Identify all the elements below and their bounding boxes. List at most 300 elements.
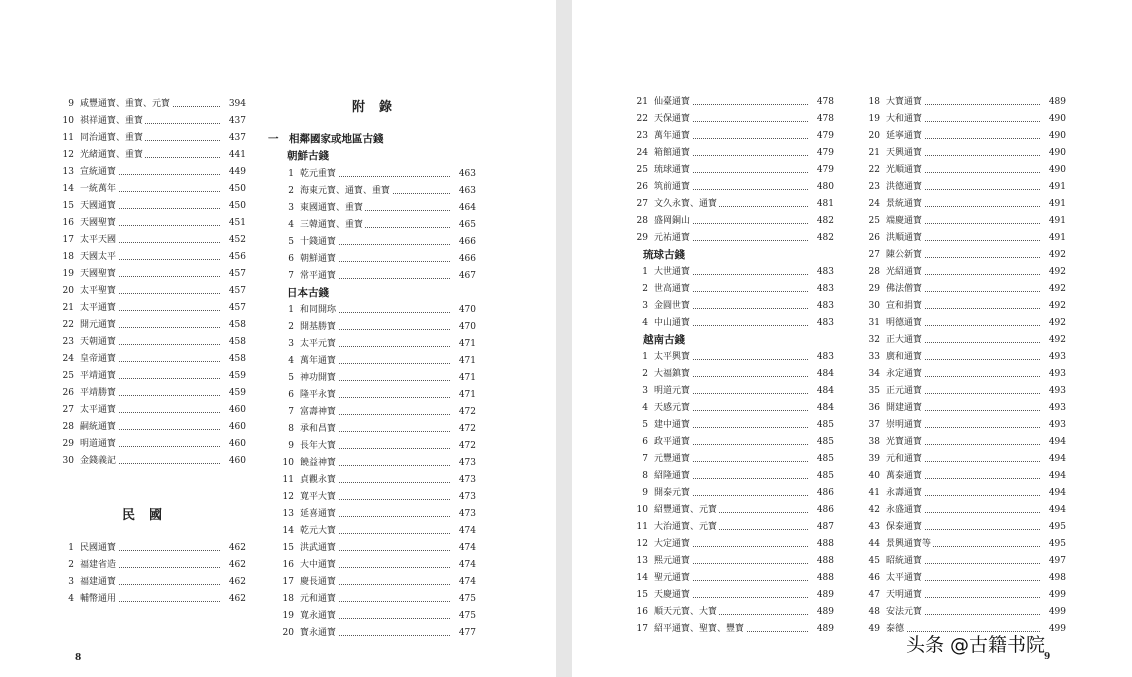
toc-entry-number: 32	[868, 335, 880, 345]
toc-row	[630, 434, 834, 451]
toc-entry-page: 473	[457, 455, 476, 472]
toc-row	[630, 94, 834, 111]
toc-entry-name: 祺祥通寳、重寳	[80, 113, 145, 130]
section-title: 一 相鄰國家或地區古錢	[268, 133, 384, 145]
toc-entry-page: 458	[227, 317, 246, 334]
toc-entry-name: 長年大寳	[300, 438, 338, 455]
toc-entry-name: 大治通寳、元寳	[654, 519, 719, 536]
toc-entry-name: 大和通寳	[886, 111, 924, 128]
toc-entry-number: 2	[288, 322, 294, 332]
toc-entry-page: 495	[1047, 519, 1066, 536]
toc-row	[56, 181, 246, 198]
toc-entry-page: 460	[227, 419, 246, 436]
toc-entry-name: 明道元寳	[654, 383, 692, 400]
toc-entry-name: 崇明通寳	[886, 417, 924, 434]
toc-entry-number: 25	[636, 165, 648, 175]
toc-entry-number: 13	[62, 167, 74, 177]
toc-row	[56, 591, 246, 608]
japan-list-continued	[630, 94, 834, 247]
toc-entry-name: 寳永通寳	[300, 625, 338, 642]
toc-row	[276, 608, 476, 625]
toc-row	[56, 300, 246, 317]
toc-row	[56, 113, 246, 130]
toc-entry-number: 20	[62, 286, 74, 296]
toc-entry-number: 3	[68, 577, 74, 587]
toc-entry-number: 27	[868, 250, 880, 260]
toc-entry-name: 紹豐通寳、元寳	[654, 502, 719, 519]
toc-row	[630, 162, 834, 179]
toc-row	[630, 553, 834, 570]
toc-entry-name: 平靖通寳	[80, 368, 118, 385]
toc-row	[630, 179, 834, 196]
toc-entry-number: 37	[868, 420, 880, 430]
toc-entry-page: 462	[227, 574, 246, 591]
toc-entry-page: 490	[1047, 111, 1066, 128]
toc-entry-name: 海東元寳、通寳、重寳	[300, 183, 392, 200]
toc-row	[630, 366, 834, 383]
toc-row	[276, 472, 476, 489]
toc-entry-page: 470	[457, 319, 476, 336]
toc-row	[276, 302, 476, 319]
korea-title: 朝鮮古錢	[287, 150, 329, 162]
toc-row	[276, 370, 476, 387]
toc-row	[276, 591, 476, 608]
toc-entry-name: 太平通寳	[80, 300, 118, 317]
toc-row	[630, 587, 834, 604]
toc-entry-page: 491	[1047, 179, 1066, 196]
toc-entry-name: 延寧通寳	[886, 128, 924, 145]
toc-entry-page: 478	[815, 94, 834, 111]
toc-entry-page: 499	[1047, 587, 1066, 604]
toc-entry-page: 462	[227, 591, 246, 608]
toc-entry-number: 7	[288, 407, 294, 417]
toc-entry-page: 489	[815, 587, 834, 604]
toc-entry-page: 483	[815, 264, 834, 281]
toc-entry-name: 太平聖寳	[80, 283, 118, 300]
toc-entry-number: 2	[68, 560, 74, 570]
toc-row	[56, 317, 246, 334]
toc-entry-page: 493	[1047, 400, 1066, 417]
toc-entry-page: 479	[815, 128, 834, 145]
toc-row	[276, 319, 476, 336]
toc-entry-page: 465	[457, 217, 476, 234]
japan-list	[276, 302, 476, 642]
toc-entry-page: 499	[1047, 604, 1066, 621]
toc-entry-number: 23	[62, 337, 74, 347]
toc-entry-page: 437	[227, 113, 246, 130]
toc-entry-name: 元和通寳	[300, 591, 338, 608]
toc-row	[862, 247, 1066, 264]
toc-entry-page: 457	[227, 300, 246, 317]
toc-row	[862, 298, 1066, 315]
toc-row	[276, 268, 476, 285]
toc-entry-number: 2	[642, 369, 648, 379]
toc-entry-page: 458	[227, 351, 246, 368]
toc-row	[862, 332, 1066, 349]
toc-entry-name: 正元通寳	[886, 383, 924, 400]
toc-entry-page: 480	[815, 179, 834, 196]
toc-entry-name: 光順通寳	[886, 162, 924, 179]
vietnam-list-continued	[862, 94, 1066, 638]
toc-row	[630, 298, 834, 315]
toc-entry-name: 元祐通寳	[654, 230, 692, 247]
minguo-list	[56, 540, 246, 608]
toc-entry-number: 12	[636, 539, 648, 549]
toc-row	[276, 234, 476, 251]
toc-row	[862, 94, 1066, 111]
toc-entry-number: 14	[282, 526, 294, 536]
toc-entry-name: 天國通寳	[80, 198, 118, 215]
toc-entry-page: 494	[1047, 451, 1066, 468]
toc-entry-number: 18	[868, 97, 880, 107]
toc-entry-number: 10	[636, 505, 648, 515]
toc-entry-name: 平靖勝寳	[80, 385, 118, 402]
toc-entry-number: 5	[642, 420, 648, 430]
toc-entry-name: 景興通寳等	[886, 536, 933, 553]
toc-entry-name: 太平元寳	[300, 336, 338, 353]
toc-entry-number: 15	[62, 201, 74, 211]
toc-entry-number: 8	[642, 471, 648, 481]
toc-entry-number: 3	[288, 203, 294, 213]
toc-entry-name: 天興通寳	[886, 145, 924, 162]
toc-column-left-1	[56, 96, 246, 470]
toc-entry-number: 13	[636, 556, 648, 566]
toc-entry-number: 43	[868, 522, 880, 532]
toc-entry-name: 正大通寳	[886, 332, 924, 349]
toc-entry-number: 16	[636, 607, 648, 617]
toc-entry-page: 472	[457, 438, 476, 455]
toc-entry-page: 460	[227, 453, 246, 470]
toc-entry-number: 3	[642, 301, 648, 311]
toc-row	[276, 336, 476, 353]
toc-entry-name: 端慶通寳	[886, 213, 924, 230]
toc-entry-name: 天國聖寳	[80, 266, 118, 283]
toc-entry-name: 佛法僧寳	[886, 281, 924, 298]
toc-entry-number: 25	[62, 371, 74, 381]
toc-entry-name: 宣和捐寳	[886, 298, 924, 315]
toc-entry-name: 永壽通寳	[886, 485, 924, 502]
toc-entry-page: 494	[1047, 468, 1066, 485]
toc-entry-number: 22	[62, 320, 74, 330]
toc-entry-page: 483	[815, 315, 834, 332]
toc-entry-number: 28	[868, 267, 880, 277]
toc-row	[862, 145, 1066, 162]
toc-entry-number: 24	[636, 148, 648, 158]
toc-row	[56, 436, 246, 453]
toc-entry-page: 488	[815, 536, 834, 553]
toc-entry-name: 明德通寳	[886, 315, 924, 332]
toc-entry-name: 寬平大寳	[300, 489, 338, 506]
toc-entry-page: 492	[1047, 264, 1066, 281]
toc-row	[630, 230, 834, 247]
toc-entry-page: 493	[1047, 366, 1066, 383]
toc-entry-number: 26	[62, 388, 74, 398]
toc-entry-name: 天保通寳	[654, 111, 692, 128]
toc-entry-page: 471	[457, 353, 476, 370]
toc-entry-number: 18	[62, 252, 74, 262]
toc-row	[630, 570, 834, 587]
toc-row	[630, 519, 834, 536]
toc-entry-page: 494	[1047, 485, 1066, 502]
toc-entry-page: 493	[1047, 349, 1066, 366]
toc-entry-page: 484	[815, 366, 834, 383]
toc-entry-name: 筑前通寳	[654, 179, 692, 196]
toc-entry-page: 490	[1047, 145, 1066, 162]
toc-entry-name: 輔幣通用	[80, 591, 118, 608]
toc-entry-page: 474	[457, 523, 476, 540]
toc-entry-number: 38	[868, 437, 880, 447]
toc-row	[276, 421, 476, 438]
toc-entry-page: 466	[457, 251, 476, 268]
toc-entry-name: 福建通寳	[80, 574, 118, 591]
toc-entry-name: 天國太平	[80, 249, 118, 266]
toc-entry-number: 1	[642, 352, 648, 362]
toc-entry-name: 昭統通寳	[886, 553, 924, 570]
toc-entry-name: 泰德	[886, 621, 906, 638]
toc-row	[56, 453, 246, 470]
toc-entry-page: 492	[1047, 332, 1066, 349]
toc-entry-page: 452	[227, 232, 246, 249]
toc-entry-number: 24	[62, 354, 74, 364]
toc-entry-page: 483	[815, 349, 834, 366]
toc-entry-number: 6	[642, 437, 648, 447]
toc-entry-number: 1	[288, 169, 294, 179]
toc-entry-name: 金錢義記	[80, 453, 118, 470]
toc-entry-page: 486	[815, 485, 834, 502]
toc-entry-name: 光寳通寳	[886, 434, 924, 451]
toc-row	[862, 230, 1066, 247]
toc-entry-page: 485	[815, 468, 834, 485]
toc-row	[862, 451, 1066, 468]
toc-entry-number: 12	[282, 492, 294, 502]
toc-entry-number: 49	[868, 624, 880, 634]
toc-entry-number: 11	[282, 475, 294, 485]
toc-entry-page: 394	[227, 96, 246, 113]
toc-entry-page: 471	[457, 387, 476, 404]
toc-row	[862, 604, 1066, 621]
toc-entry-page: 462	[227, 557, 246, 574]
toc-entry-number: 3	[288, 339, 294, 349]
toc-entry-number: 27	[636, 199, 648, 209]
toc-row	[630, 196, 834, 213]
toc-row	[862, 417, 1066, 434]
toc-entry-page: 472	[457, 421, 476, 438]
toc-entry-name: 神功開寳	[300, 370, 338, 387]
japan-title: 日本古錢	[287, 287, 329, 299]
toc-entry-number: 48	[868, 607, 880, 617]
toc-row	[862, 502, 1066, 519]
toc-entry-page: 497	[1047, 553, 1066, 570]
appendix-heading: 附錄	[352, 100, 407, 115]
toc-entry-page: 493	[1047, 383, 1066, 400]
toc-entry-name: 貞觀永寳	[300, 472, 338, 489]
toc-row	[56, 215, 246, 232]
toc-row	[276, 166, 476, 183]
toc-entry-number: 1	[288, 305, 294, 315]
toc-entry-number: 17	[62, 235, 74, 245]
toc-entry-number: 3	[642, 386, 648, 396]
toc-row	[276, 455, 476, 472]
toc-row	[56, 334, 246, 351]
toc-entry-page: 450	[227, 198, 246, 215]
toc-entry-number: 27	[62, 405, 74, 415]
toc-entry-name: 紹平通寳、聖寳、豐寳	[654, 621, 746, 638]
toc-entry-name: 世高通寳	[654, 281, 692, 298]
toc-entry-number: 21	[636, 97, 648, 107]
toc-row	[862, 128, 1066, 145]
toc-entry-name: 慶長通寳	[300, 574, 338, 591]
toc-entry-page: 492	[1047, 315, 1066, 332]
toc-entry-page: 479	[815, 162, 834, 179]
toc-entry-page: 488	[815, 553, 834, 570]
toc-entry-page: 441	[227, 147, 246, 164]
toc-entry-name: 咸豐通寳、重寳、元寳	[80, 96, 172, 113]
toc-row	[862, 553, 1066, 570]
toc-entry-page: 489	[1047, 94, 1066, 111]
toc-entry-name: 十錢通寳	[300, 234, 338, 251]
toc-entry-name: 仙臺通寳	[654, 94, 692, 111]
toc-entry-name: 建中通寳	[654, 417, 692, 434]
toc-entry-number: 4	[642, 403, 648, 413]
toc-entry-number: 33	[868, 352, 880, 362]
toc-entry-page: 462	[227, 540, 246, 557]
toc-row	[862, 264, 1066, 281]
toc-entry-page: 485	[815, 417, 834, 434]
toc-entry-page: 472	[457, 404, 476, 421]
toc-entry-number: 47	[868, 590, 880, 600]
toc-row	[862, 570, 1066, 587]
toc-entry-name: 大世通寳	[654, 264, 692, 281]
toc-row	[276, 574, 476, 591]
toc-entry-number: 19	[282, 611, 294, 621]
toc-entry-page: 464	[457, 200, 476, 217]
toc-entry-name: 天感元寳	[654, 400, 692, 417]
toc-entry-name: 開基勝寳	[300, 319, 338, 336]
toc-entry-number: 44	[868, 539, 880, 549]
toc-entry-name: 洪順通寳	[886, 230, 924, 247]
toc-entry-page: 491	[1047, 196, 1066, 213]
toc-entry-number: 10	[282, 458, 294, 468]
toc-entry-name: 寬永通寳	[300, 608, 338, 625]
toc-entry-page: 470	[457, 302, 476, 319]
toc-entry-number: 39	[868, 454, 880, 464]
toc-entry-name: 太平興寳	[654, 349, 692, 366]
toc-entry-number: 1	[68, 543, 74, 553]
toc-row	[862, 281, 1066, 298]
toc-row	[862, 468, 1066, 485]
toc-entry-page: 482	[815, 230, 834, 247]
toc-entry-page: 471	[457, 336, 476, 353]
toc-entry-name: 永定通寳	[886, 366, 924, 383]
toc-entry-number: 5	[288, 373, 294, 383]
toc-entry-number: 17	[282, 577, 294, 587]
toc-entry-name: 富壽神寳	[300, 404, 338, 421]
toc-entry-name: 皇帝通寳	[80, 351, 118, 368]
toc-entry-number: 16	[282, 560, 294, 570]
toc-entry-name: 萬泰通寳	[886, 468, 924, 485]
toc-entry-number: 15	[636, 590, 648, 600]
toc-entry-name: 太平天國	[80, 232, 118, 249]
toc-entry-page: 437	[227, 130, 246, 147]
toc-entry-name: 光紹通寳	[886, 264, 924, 281]
toc-entry-name: 洪武通寳	[300, 540, 338, 557]
toc-row	[630, 145, 834, 162]
toc-entry-number: 41	[868, 488, 880, 498]
toc-entry-number: 4	[68, 594, 74, 604]
toc-entry-name: 光緒通寳、重寳	[80, 147, 145, 164]
toc-row	[630, 315, 834, 332]
toc-row	[862, 536, 1066, 553]
toc-entry-number: 31	[868, 318, 880, 328]
toc-entry-number: 9	[68, 99, 74, 109]
toc-entry-page: 478	[815, 111, 834, 128]
toc-row	[862, 366, 1066, 383]
toc-entry-name: 東國通寳、重寳	[300, 200, 365, 217]
toc-entry-name: 大寳通寳	[886, 94, 924, 111]
toc-entry-number: 42	[868, 505, 880, 515]
toc-entry-name: 大定通寳	[654, 536, 692, 553]
toc-entry-name: 天國聖寳	[80, 215, 118, 232]
toc-entry-number: 15	[282, 543, 294, 553]
toc-entry-name: 景統通寳	[886, 196, 924, 213]
toc-entry-page: 467	[457, 268, 476, 285]
toc-entry-number: 21	[868, 148, 880, 158]
toc-entry-page: 473	[457, 472, 476, 489]
toc-entry-number: 20	[868, 131, 880, 141]
toc-entry-number: 10	[62, 116, 74, 126]
toc-row	[630, 111, 834, 128]
toc-row	[630, 264, 834, 281]
toc-row	[862, 383, 1066, 400]
toc-row	[56, 368, 246, 385]
toc-entry-number: 7	[288, 271, 294, 281]
toc-entry-name: 嗣統通寳	[80, 419, 118, 436]
toc-row	[630, 485, 834, 502]
toc-row	[276, 540, 476, 557]
toc-entry-page: 473	[457, 506, 476, 523]
toc-entry-page: 487	[815, 519, 834, 536]
toc-row	[630, 128, 834, 145]
toc-entry-page: 494	[1047, 502, 1066, 519]
toc-entry-number: 2	[642, 284, 648, 294]
toc-entry-name: 乾元大寳	[300, 523, 338, 540]
toc-entry-name: 太平通寳	[886, 570, 924, 587]
toc-row	[862, 162, 1066, 179]
toc-entry-name: 文久永寳、通寳	[654, 196, 719, 213]
toc-entry-page: 481	[815, 196, 834, 213]
toc-entry-name: 和同開珎	[300, 302, 338, 319]
toc-entry-number: 19	[62, 269, 74, 279]
toc-entry-page: 494	[1047, 434, 1066, 451]
toc-row	[56, 574, 246, 591]
toc-entry-number: 21	[62, 303, 74, 313]
toc-row	[56, 283, 246, 300]
toc-entry-name: 箱館通寳	[654, 145, 692, 162]
toc-entry-number: 14	[62, 184, 74, 194]
folio-right: 9	[1044, 652, 1051, 662]
ryukyu-title: 琉球古錢	[643, 249, 685, 261]
toc-entry-page: 459	[227, 385, 246, 402]
minguo-heading: 民國	[122, 508, 177, 523]
toc-row	[630, 468, 834, 485]
toc-row	[276, 523, 476, 540]
toc-row	[56, 232, 246, 249]
toc-entry-number: 13	[282, 509, 294, 519]
left-page	[0, 0, 556, 677]
toc-entry-name: 順天元寳、大寳	[654, 604, 719, 621]
toc-entry-name: 政平通寳	[654, 434, 692, 451]
toc-row	[56, 557, 246, 574]
